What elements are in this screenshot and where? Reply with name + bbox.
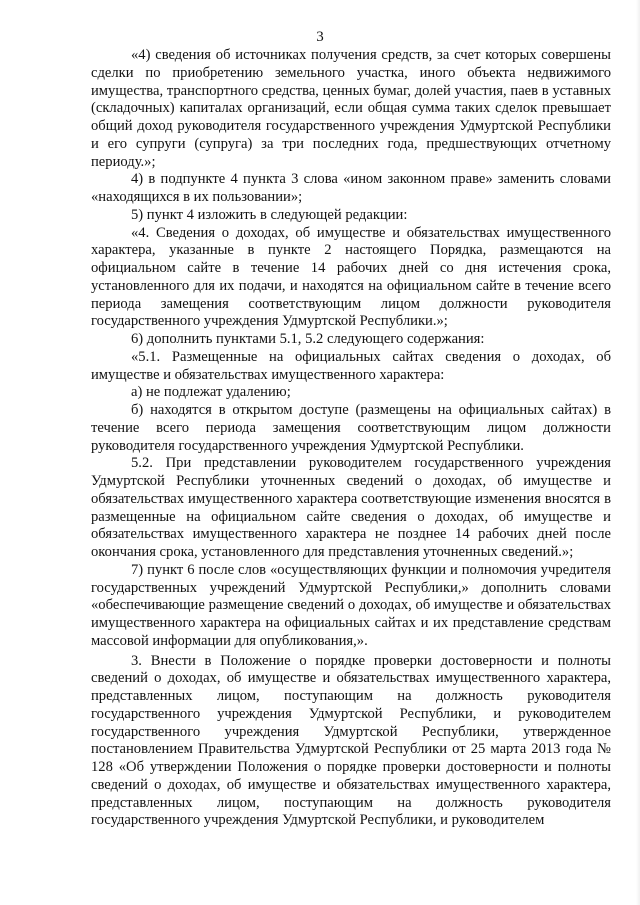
paragraph-amendment-6: 6) дополнить пунктами 5.1, 5.2 следующего содержания:: [131, 331, 485, 347]
paragraph-subpoint-b: б) находятся в открытом доступе (размещены на официальных сайтах) в течение всего периода замещения соответствующим лицом должности руководителя государственного учреждения Удмуртской Республики.: [91, 402, 611, 454]
document-body: [91, 47, 611, 830]
paragraph-subpoint-a: а) не подлежат удалению;: [131, 384, 291, 401]
paragraph-source-of-funds: «4) сведения об источниках получения средств, за счет которых совершены сделки по приобретению земельного участка, иного объекта недвижимого имущества, транспортного средства, ценных бумаг, долей участия, паев в уставных (складочных) капиталах организаций, если общая сумма таких сделок превышает общий доход руководителя государственного учреждения Удмуртской Республики и его супруги (супруга) за три последних года, предшествующих отчетному периоду.»;: [91, 47, 611, 170]
paragraph-section-3: 3. Внести в Положение о порядке проверки достоверности и полноты сведений о доходах, об имуществе и обязательствах имущественного характера, представленных лицом, поступающим на должность руководителя государственного учреждения Удмуртской Республики, и руководителем государственного учреждения Удмуртской Республики, утвержденное постановлением Правительства Удмуртской Республики от 25 марта 2013 года № 128 «Об утверждении Положения о порядке проверки достоверности и полноты сведений о доходах, об имуществе и обязательствах имущественного характера, представленных лицом, поступающим на должность руководителя государственного учреждения Удмуртской Республики, и руководителем: [91, 652, 611, 829]
paragraph-point-4-text: «4. Сведения о доходах, об имуществе и обязательствах имущественного характера, указанные в пункте 2 настоящего Порядка, размещаются на официальном сайте в течение 14 рабочих дней со дня истечения срока, установленного для их подачи, и находятся на официальном сайте в течение всего периода замещения соответствующим лицом должности руководителя государственного учреждения Удмуртской Республики.»;: [91, 224, 611, 330]
paragraph-amendment-5: 5) пункт 4 изложить в следующей редакции:: [131, 206, 408, 223]
paragraph-point-5-1: «5.1. Размещенные на официальных сайтах сведения о доходах, об имуществе и обязательствах имущественного характера:: [91, 348, 611, 383]
paragraph-amendment-7: 7) пункт 6 после слов «осуществляющих функции и полномочия учредителя государственных учреждений Удмуртской Республики,» дополнить словами «обеспечивающие размещение сведений о доходах, об имуществе и обязательствах имущественного характера на официальных сайтах и их представление средствам массовой информации для опубликования,».: [91, 561, 611, 649]
paragraph-point-5-2: 5.2. При представлении руководителем государственного учреждения Удмуртской Республики уточненных сведений о доходах, об имуществе и обязательствах имущественного характера соответствующие изменения вносятся в размещенные на официальном сайте сведения о доходах, об имуществе и обязательствах имущественного характера не позднее 14 рабочих дней после окончания срока, установленного для представления уточненных сведений.»;: [91, 455, 611, 560]
paragraph-amendment-4: 4) в подпункте 4 пункта 3 слова «ином законном праве» заменить словами «находящихся в их пользовании»;: [91, 171, 611, 205]
scan-edge-shadow: [636, 0, 640, 905]
page-number: 3: [316, 29, 324, 45]
